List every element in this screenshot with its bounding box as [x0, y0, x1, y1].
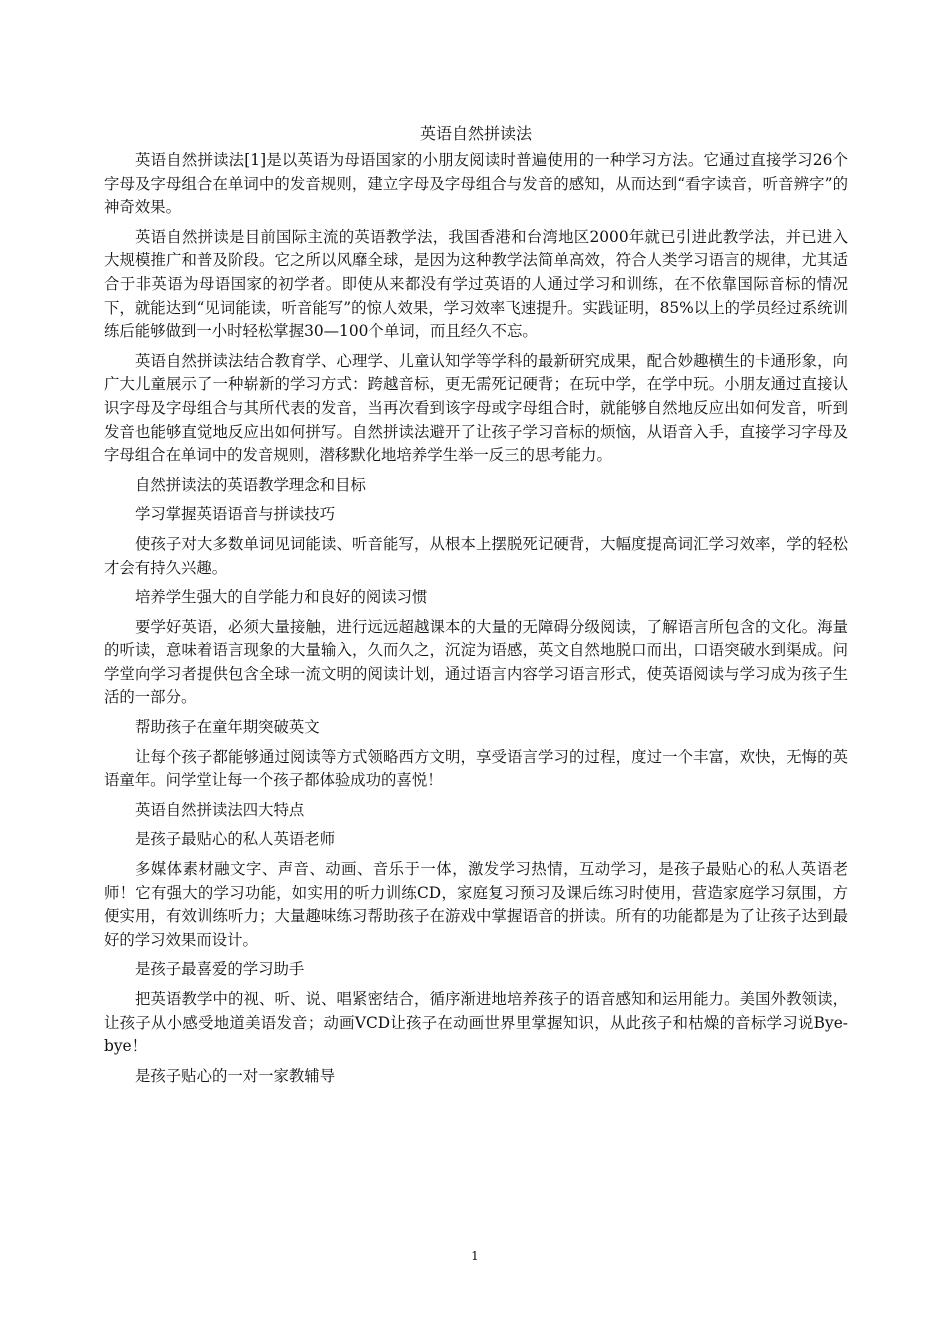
- document-body: [104, 123, 848, 1094]
- section-heading: 培养学生强大的自学能力和良好的阅读习惯: [135, 588, 428, 607]
- paragraph: 多媒体素材融文字、声音、动画、音乐于一体，激发学习热情，互动学习，是孩子最贴心的私人英语老师！它有强大的学习功能，如实用的听力训练CD，家庭复习预习及课后练习时使用，营造家庭学习氛围，方便实用，有效训练听力；大量趣味练习帮助孩子在游戏中掌握语音的拼读。所有的功能都是为了让孩子达到最好的学习效果而设计。: [104, 860, 848, 949]
- paragraph: 要学好英语，必须大量接触，进行远远超越课本的大量的无障碍分级阅读，了解语言所包含的文化。海量的听读，意味着语言现象的大量输入，久而久之，沉淀为语感，英文自然地脱口而出，口语突破水到渠成。问学堂向学习者提供包含全球一流文明的阅读计划，通过语言内容学习语言形式，使英语阅读与学习成为孩子生活的一部分。: [104, 617, 848, 707]
- section-heading: 是孩子贴心的一对一家教辅导: [135, 1066, 336, 1085]
- paragraph: 英语自然拼读法[1]是以英语为母语国家的小朋友阅读时普遍使用的一种学习方法。它通过直接学习26个字母及字母组合在单词中的发音规则，建立字母及字母组合与发音的感知，从而达到“看字读音，听音辨字”的神奇效果。: [104, 151, 848, 217]
- section-heading: 学习掌握英语语音与拼读技巧: [135, 505, 336, 524]
- paragraph: 让每个孩子都能够通过阅读等方式领略西方文明，享受语言学习的过程，度过一个丰富，欢快，无悔的英语童年。问学堂让每一个孩子都体验成功的喜悦！: [104, 747, 848, 790]
- paragraph: 英语自然拼读是目前国际主流的英语教学法，我国香港和台湾地区2000年就已引进此教学法，并已进入大规模推广和普及阶段。它之所以风靡全球，是因为这种教学法简单高效，符合人类学习语言的规律，尤其适合于非英语为母语国家的初学者。即使从来都没有学过英语的人通过学习和训练，在不依靠国际音标的情况下，就能达到“见词能读，听音能写”的惊人效果，学习效率飞速提升。实践证明，85%以上的学员经过系统训练后能够做到一小时轻松掌握30—100个单词，而且经久不忘。: [104, 227, 848, 341]
- section-heading: 是孩子最贴心的私人英语老师: [135, 830, 336, 849]
- page-number: 1: [471, 1249, 479, 1263]
- paragraph: 把英语教学中的视、听、说、唱紧密结合，循序渐进地培养孩子的语音感知和运用能力。美国外教领读，让孩子从小感受地道美语发音；动画VCD让孩子在动画世界里掌握知识，从此孩子和枯燥的音标学习说Bye-bye！: [104, 990, 848, 1056]
- section-heading: 是孩子最喜爱的学习助手: [135, 960, 305, 979]
- paragraph: 使孩子对大多数单词见词能读、听音能写，从根本上摆脱死记硬背，大幅度提高词汇学习效率，学的轻松才会有持久兴趣。: [104, 534, 848, 577]
- section-heading: 帮助孩子在童年期突破英文: [135, 718, 320, 737]
- paragraph: 英语自然拼读法结合教育学、心理学、儿童认知学等学科的最新研究成果，配合妙趣横生的卡通形象，向广大儿童展示了一种崭新的学习方式：跨越音标，更无需死记硬背；在玩中学，在学中玩。小朋友通过直接认识字母及字母组合与其所代表的发音，当再次看到该字母或字母组合时，就能够自然地反应出如何发音，听到发音也能够直觉地反应出如何拼写。自然拼读法避开了让孩子学习音标的烦恼，从语音入手，直接学习字母及字母组合在单词中的发音规则，潜移默化地培养学生举一反三的思考能力。: [104, 351, 848, 465]
- section-heading: 英语自然拼读法四大特点: [135, 800, 305, 819]
- document-title: 英语自然拼读法: [419, 124, 532, 143]
- section-heading: 自然拼读法的英语教学理念和目标: [135, 475, 366, 494]
